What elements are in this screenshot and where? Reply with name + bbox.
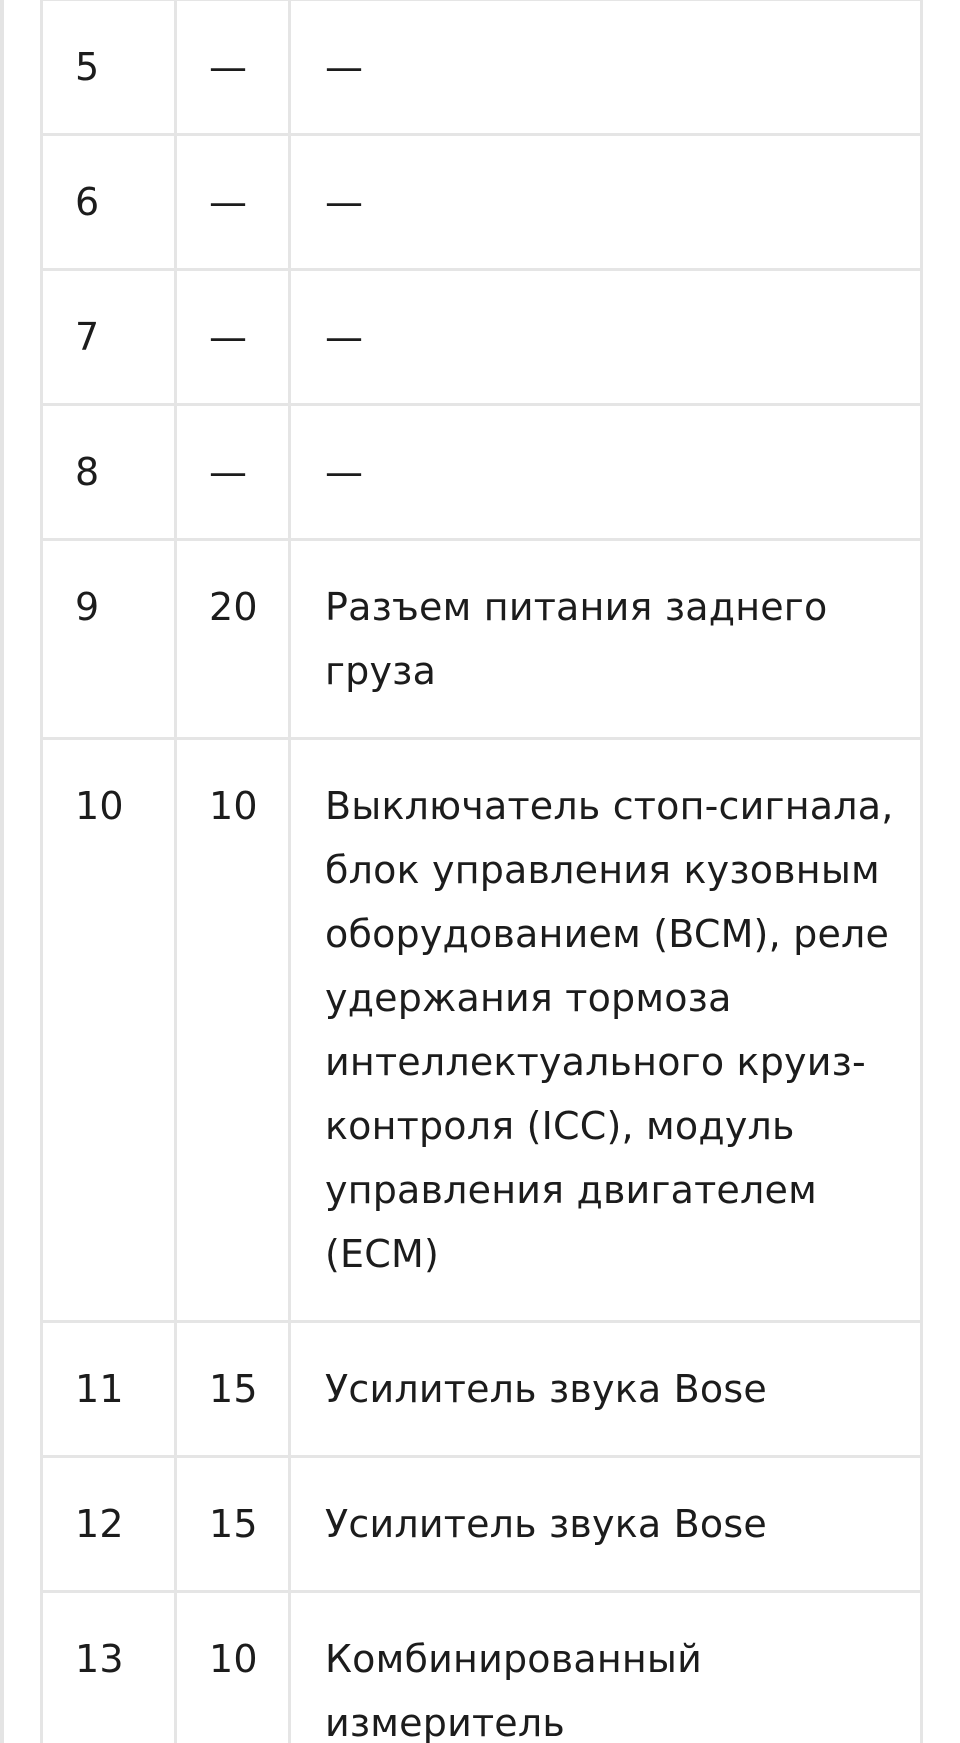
amperage-cell: 15: [176, 1322, 290, 1457]
fuse-number-cell: 6: [42, 135, 176, 270]
amperage-cell: 10: [176, 1592, 290, 1743]
amperage-cell: 10: [176, 739, 290, 1322]
table-row: [42, 405, 922, 540]
fuse-number-cell: 8: [42, 405, 176, 540]
table-row: [42, 1592, 922, 1743]
amperage-cell: 15: [176, 1457, 290, 1592]
amperage-cell: —: [176, 0, 290, 135]
table-row: [42, 1457, 922, 1592]
description-cell: Усилитель звука Bose: [290, 1457, 922, 1592]
fuse-number-cell: 9: [42, 540, 176, 739]
fuse-table-container: [40, 0, 920, 1743]
table-row: [42, 1322, 922, 1457]
table-row: [42, 135, 922, 270]
description-cell: Выключатель стоп-сигнала, блок управления кузовным оборудованием (BCM), реле удержания тормоза интеллектуального круиз-контроля (ICC), модуль управления двигателем (ECM): [290, 739, 922, 1322]
description-cell: Усилитель звука Bose: [290, 1322, 922, 1457]
fuse-number-cell: 5: [42, 0, 176, 135]
description-cell: Разъем питания заднего груза: [290, 540, 922, 739]
description-cell: —: [290, 0, 922, 135]
fuse-number-cell: 11: [42, 1322, 176, 1457]
fuse-number-cell: 13: [42, 1592, 176, 1743]
description-cell: Комбинированный измеритель: [290, 1592, 922, 1743]
amperage-cell: 20: [176, 540, 290, 739]
fuse-number-cell: 7: [42, 270, 176, 405]
amperage-cell: —: [176, 135, 290, 270]
description-cell: —: [290, 270, 922, 405]
amperage-cell: —: [176, 405, 290, 540]
fuse-number-cell: 12: [42, 1457, 176, 1592]
description-cell: —: [290, 135, 922, 270]
description-cell: —: [290, 405, 922, 540]
amperage-cell: —: [176, 270, 290, 405]
table-row: [42, 270, 922, 405]
page-left-border: [0, 0, 4, 1743]
table-row: [42, 540, 922, 739]
table-row: [42, 0, 922, 135]
table-row: [42, 739, 922, 1322]
fuse-number-cell: 10: [42, 739, 176, 1322]
fuse-table: [40, 0, 923, 1743]
